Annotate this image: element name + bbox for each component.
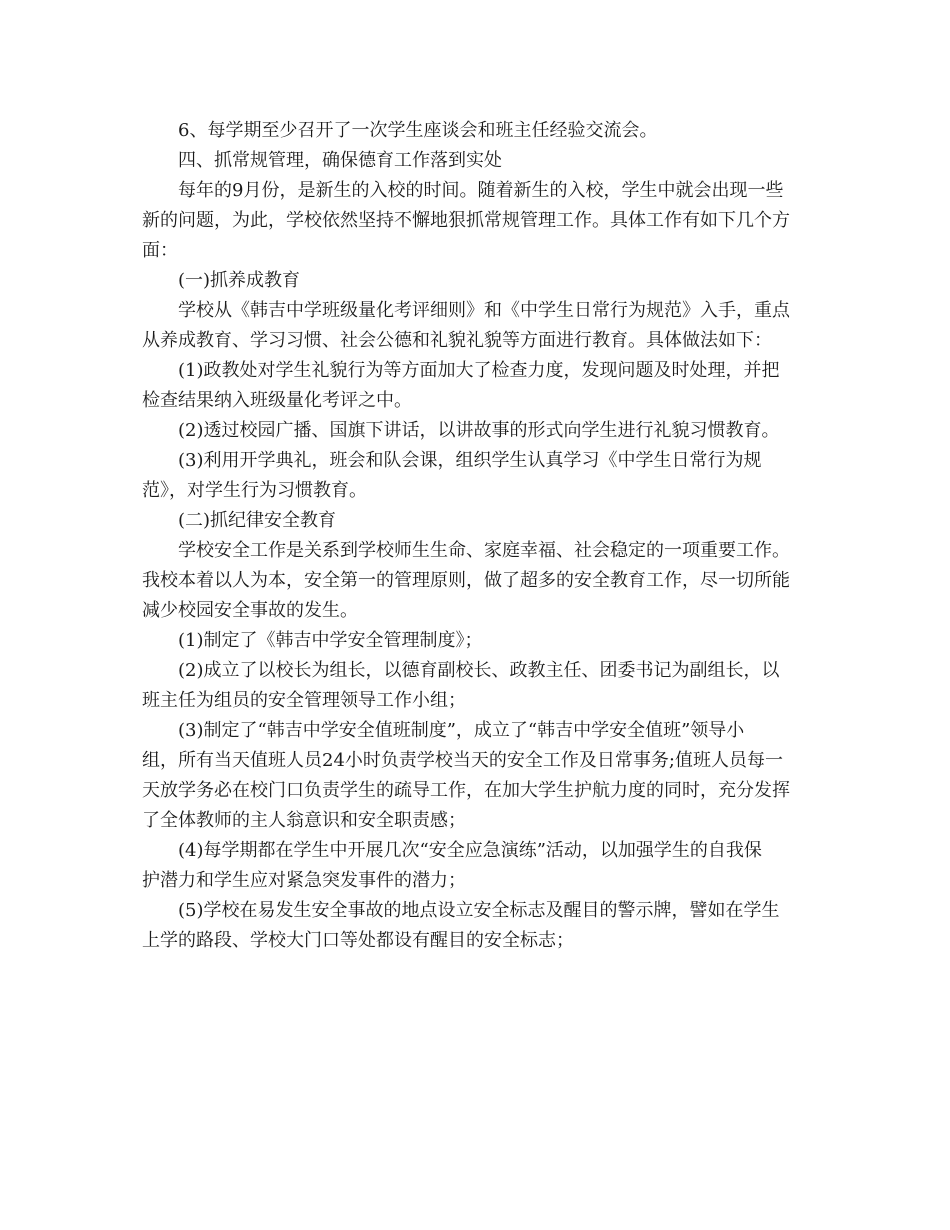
paragraph-line: 减少校园安全事故的发生。 [142, 600, 358, 621]
paragraph-line: 我校本着以人为本，安全第一的管理原则，做了超多的安全教育工作，尽一切所能 [142, 570, 790, 591]
list-item-line: (1)制定了《韩吉中学安全管理制度》； [178, 630, 483, 651]
paragraph-line: 从养成教育、学习习惯、社会公德和礼貌礼貌等方面进行教育。具体做法如下： [142, 330, 772, 351]
list-item-line: 组，所有当天值班人员24小时负责学校当天的安全工作及日常事务;值班人员每一 [142, 750, 783, 771]
list-item-line: (5)学校在易发生安全事故的地点设立安全标志及醒目的警示牌，譬如在学生 [178, 900, 780, 921]
list-item-line: (1)政教处对学生礼貌行为等方面加大了检查力度，发现问题及时处理，并把 [178, 360, 780, 381]
list-item-line: (2)成立了以校长为组长，以德育副校长、政教主任、团委书记为副组长，以 [178, 660, 780, 681]
paragraph-line: 每年的9月份，是新生的入校的时间。随着新生的入校，学生中就会出现一些 [178, 180, 784, 201]
paragraph-line: 学校安全工作是关系到学校师生生命、家庭幸福、社会稳定的一项重要工作。 [178, 540, 790, 561]
subsection-heading: (一)抓养成教育 [178, 270, 301, 291]
list-item-line: 范》，对学生行为习惯教育。 [142, 480, 367, 501]
list-item-line: (3)利用开学典礼，班会和队会课，组织学生认真学习《中学生日常行为规 [178, 450, 762, 471]
list-item-line: (4)每学期都在学生中开展几次“安全应急演练”活动，以加强学生的自我保 [178, 840, 762, 861]
subsection-heading: (二)抓纪律安全教育 [178, 510, 337, 531]
list-item-line: 上学的路段、学校大门口等处都设有醒目的安全标志； [142, 930, 574, 951]
list-item-line: 护潜力和学生应对紧急突发事件的潜力； [142, 870, 466, 891]
section-heading: 四、抓常规管理，确保德育工作落到实处 [178, 150, 502, 171]
list-item-line: 班主任为组员的安全管理领导工作小组； [142, 690, 466, 711]
document-body [142, 116, 810, 956]
list-item-line: (2)透过校园广播、国旗下讲话，以讲故事的形式向学生进行礼貌习惯教育。 [178, 420, 780, 441]
list-item-line: (3)制定了“韩吉中学安全值班制度”，成立了“韩吉中学安全值班”领导小 [178, 720, 745, 741]
list-item-line: 检查结果纳入班级量化考评之中。 [142, 390, 412, 411]
list-item-line: 了全体教师的主人翁意识和安全职责感； [142, 810, 466, 831]
list-item-line: 天放学务必在校门口负责学生的疏导工作，在加大学生护航力度的同时，充分发挥 [142, 780, 790, 801]
paragraph-line: 新的问题，为此，学校依然坚持不懈地狠抓常规管理工作。具体工作有如下几个方 [142, 210, 790, 231]
paragraph-line: 面： [142, 240, 178, 261]
paragraph-line: 6、每学期至少召开了一次学生座谈会和班主任经验交流会。 [178, 120, 658, 141]
paragraph-line: 学校从《韩吉中学班级量化考评细则》和《中学生日常行为规范》入手，重点 [178, 300, 790, 321]
